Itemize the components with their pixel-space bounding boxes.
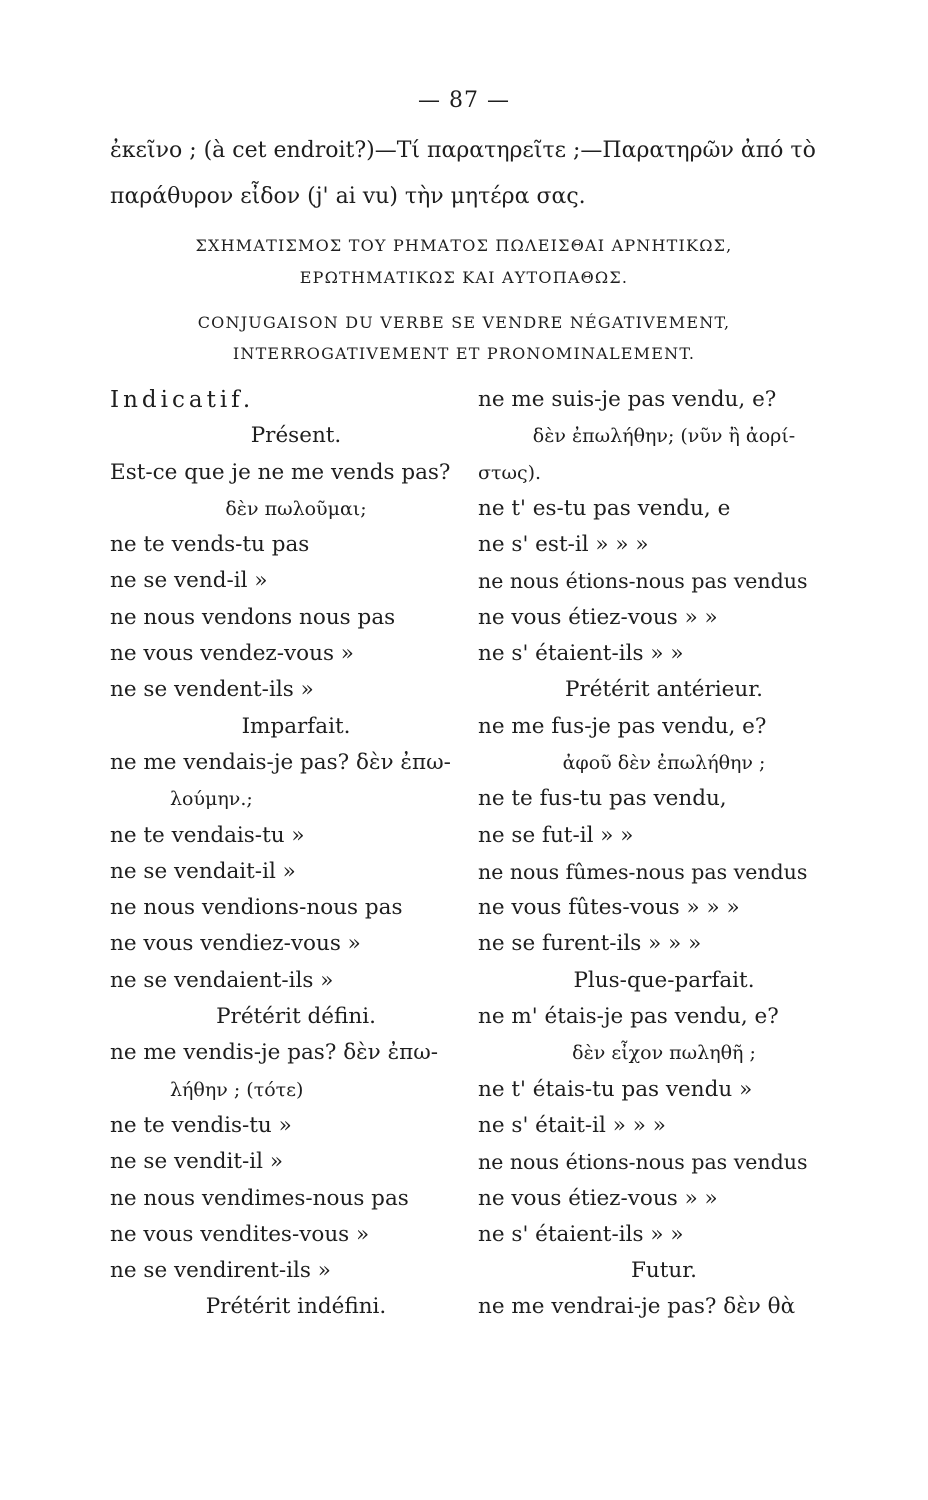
greek-line: ἀφοῦ δὲν ἐπωλήθην ; [562,751,766,774]
conjugation-line: ne vous vendiez-vous » [110,931,361,957]
heading-plus-que-parfait: Plus-que-parfait. [573,967,755,993]
french-title-line-2: INTERROGATIVEMENT ET PRONOMINALEMENT. [232,344,696,363]
conjugation-line: ne se vendent-ils » [110,677,314,703]
intro-line-1: ἐκεῖνο ; (à cet endroit?)—Τί παρατηρεῖτε ;—Παρατηρῶν ἀπό τὸ [110,138,816,163]
conjugation-line: ne te vends-tu pas [110,532,310,558]
heading-preterit-defini: Prétérit défini. [216,1004,376,1030]
conjugation-line: ne nous vendions-nous pas [110,895,403,921]
conjugation-line: ne me suis-je pas vendu, e? [478,387,777,412]
conjugation-line: ne s' est-il » » » [478,532,649,558]
conjugation-line: ne vous fûtes-vous » » » [478,895,740,921]
conjugation-line: ne se vend-il » [110,568,268,594]
conjugation-line: ne s' étaient-ils » » [478,641,684,667]
heading-preterit-anterieur: Prétérit antérieur. [565,677,763,703]
conjugation-line: ne nous étions-nous pas vendus [478,1150,808,1175]
conjugation-line: ne me vendais-je pas? δὲν ἐπω- [110,749,451,775]
conjugation-line: ne nous vendimes-nous pas [110,1185,409,1211]
conjugation-line: ne te vendis-tu » [110,1112,292,1138]
conjugation-line: ne se furent-ils » » » [478,931,702,957]
greek-line: στως). [478,461,542,484]
heading-futur: Futur. [630,1258,697,1284]
conjugation-line: Est-ce que je ne me vends pas? [110,459,451,485]
conjugation-line: ne nous étions-nous pas vendus [478,569,808,594]
conjugation-line: ne nous vendons nous pas [110,604,396,630]
right-column [478,382,850,1326]
conjugation-line: ne se vendit-il » [110,1149,283,1175]
conjugation-line: ne vous vendites-vous » [110,1221,370,1247]
conjugation-line: ne se fut-il » » [478,822,634,848]
conjugation-line: ne me vendrai-je pas? δὲν θὰ [478,1294,796,1320]
conjugation-line: ne s' était-il » » » [478,1112,666,1138]
left-column [110,382,482,1326]
conjugation-line: ne me fus-je pas vendu, e? [478,713,767,739]
conjugation-line: ne te vendais-tu » [110,822,305,848]
conjugation-line: ne t' étais-tu pas vendu » [478,1076,753,1102]
conjugation-line: ne s' étaient-ils » » [478,1221,684,1247]
conjugation-line: ne me vendis-je pas? δὲν ἐπω- [110,1040,439,1066]
heading-present: Présent. [250,423,342,449]
conjugation-line: ne se vendaient-ils » [110,967,334,993]
conjugation-line: ne se vendait-il » [110,858,296,884]
page-number: — 87 — [418,88,510,113]
conjugation-line: ne vous étiez-vous » » [478,1185,718,1211]
greek-title-line-2: ΕΡΩΤΗΜΑΤΙΚΩΣ ΚΑΙ ΑΥΤΟΠΑΘΩΣ. [299,268,629,287]
heading-imparfait: Imparfait. [241,713,351,739]
greek-line: λήθην ; (τότε) [170,1078,304,1101]
greek-line: δὲν εἶχον πωληθῆ ; [572,1042,756,1065]
conjugation-line: ne vous vendez-vous » [110,641,354,667]
french-title-line-1: CONJUGAISON DU VERBE SE VENDRE NÉGATIVEMENT, [197,313,731,332]
heading-indicatif: Indicatif. [110,387,255,413]
conjugation-line: ne vous étiez-vous » » [478,604,718,630]
heading-preterit-indefini: Prétérit indéfini. [205,1294,387,1320]
conjugation-line: ne te fus-tu pas vendu, [478,786,727,812]
conjugation-line: ne t' es-tu pas vendu, e [478,495,731,521]
greek-line: δὲν πωλοῦμαι; [225,497,367,520]
conjugation-line: ne se vendirent-ils » [110,1258,331,1284]
greek-line: δὲν ἐπωλήθην; (νῦν ἢ ἀορί- [532,425,796,448]
conjugation-line: ne m' étais-je pas vendu, e? [478,1004,779,1030]
greek-line: λούμην.; [170,788,253,811]
greek-title-line-1: ΣΧΗΜΑΤΙΣΜΟΣ ΤΟΥ ΡΗΜΑΤΟΣ ΠΩΛΕΙΣΘΑΙ ΑΡΝΗΤΙΚΩΣ, [195,236,733,255]
intro-line-2: παράθυρον εἶδον (j' ai vu) τὴν μητέρα σας. [110,184,586,209]
conjugation-line: ne nous fûmes-nous pas vendus [478,859,808,884]
